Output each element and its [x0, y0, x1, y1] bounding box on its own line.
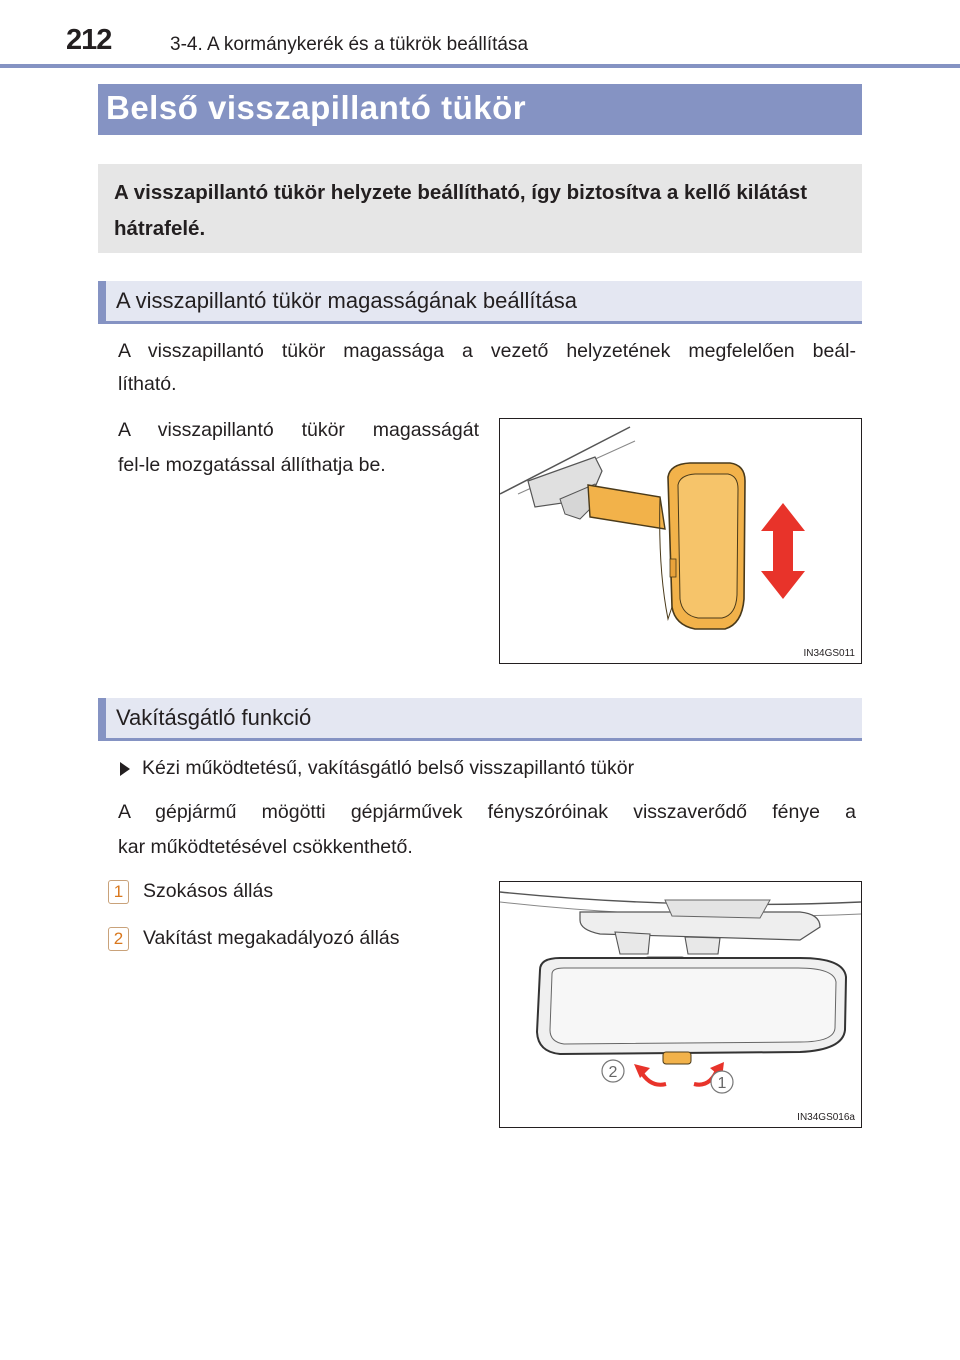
section1-paragraph2-line1: A visszapillantó tükör magasságát [118, 419, 479, 441]
item-label: Vakítást megakadályozó állás [143, 927, 400, 949]
item-number-badge: 1 [108, 880, 129, 904]
bullet-text: Kézi működtetésű, vakításgátló belső visszapillantó tükör [142, 757, 635, 779]
section-heading-antiglare [98, 698, 862, 741]
item-label: Szokásos állás [143, 880, 274, 902]
page-title: Belső visszapillantó tükör [106, 89, 527, 126]
mirror-arm [588, 485, 665, 529]
section1-paragraph2-line2: fel-le mozgatással állíthatja be. [118, 454, 386, 476]
section2-paragraph-line2: kar működtetésével csökkenthető. [118, 836, 413, 858]
intro-text: A visszapillantó tükör helyzete beállítható, így biztosítva a kellő kilátást hátrafelé. [114, 181, 808, 240]
up-down-arrow-icon [761, 503, 805, 599]
antiglare-lever [663, 1052, 691, 1064]
callout-2-label: 2 [608, 1064, 618, 1081]
section-heading-text: Vakításgátló funkció [116, 705, 312, 730]
page-number: 212 [66, 24, 112, 56]
header-rule [0, 64, 960, 68]
section1-paragraph1-line1: A visszapillantó tükör magassága a vezető helyzetének megfelelően beál- [118, 340, 856, 362]
figure-code: IN34GS011 [803, 648, 855, 659]
chapter-title: 3-4. A kormánykerék és a tükrök beállítása [170, 34, 529, 55]
section1-paragraph1-line2: lítható. [118, 373, 177, 395]
intro-box [98, 164, 862, 253]
mirror-height-figure [499, 418, 862, 664]
mirror-height-illustration [500, 419, 861, 663]
section-heading-text: A visszapillantó tükör magasságának beállítása [116, 288, 578, 313]
antiglare-figure [499, 881, 862, 1128]
section2-paragraph-line1: A gépjármű mögötti gépjárművek fényszóróinak visszaverődő fénye a [118, 801, 856, 823]
callout-1-label: 1 [717, 1075, 727, 1092]
page-title-bar [98, 84, 862, 135]
figure-code: IN34GS016a [797, 1112, 855, 1123]
antiglare-mirror-illustration [500, 882, 861, 1127]
section-heading-height [98, 281, 862, 324]
item-number-badge: 2 [108, 927, 129, 951]
bullet-triangle-icon [120, 762, 130, 776]
